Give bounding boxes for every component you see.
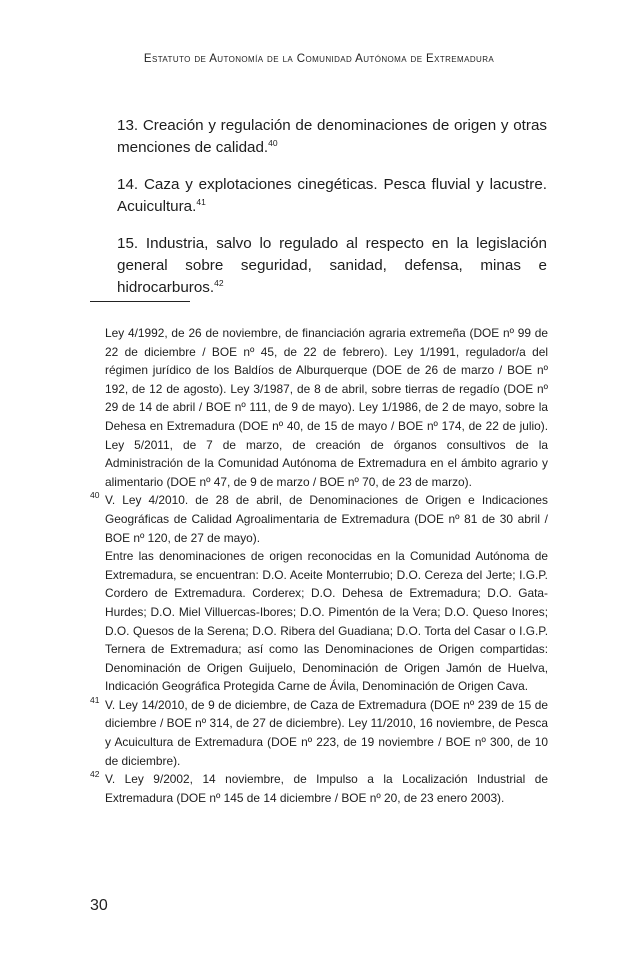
footnote-paragraph: V. Ley 14/2010, de 9 de diciembre, de Caza de Extremadura (DOE nº 239 de 15 de diciembre / BOE nº 314, de 27 de diciembre). Ley 11/2010, 16 noviembre, de Pesca y Acuicultura de Extremadura (DOE nº 223, de 19 noviembre / BOE nº 300, de 10 de diciembre). [105,697,548,768]
footnote-number: 42 [90,769,100,780]
article-items [117,115,547,314]
list-item [117,115,547,159]
footnotes [90,324,548,807]
footnote-40 [90,491,548,696]
footnote-continued [90,324,548,491]
item-text: 13. Creación y regulación de denominaciones de origen y otras menciones de calidad. [117,117,547,156]
footnote-number: 41 [90,694,100,705]
item-text: 15. Industria, salvo lo regulado al respecto en la legislación general sobre seguridad, sanidad, defensa, minas e hidrocarburos. [117,235,547,296]
footnote-paragraph: V. Ley 9/2002, 14 noviembre, de Impulso a la Localización Industrial de Extremadura (DOE nº 145 de 14 diciembre / BOE nº 20, de 23 enero 2003). [105,772,548,805]
footnote-number: 40 [90,490,100,501]
item-text: 14. Caza y explotaciones cinegéticas. Pesca fluvial y lacustre. Acuicultura. [117,176,547,215]
footnote-ref[interactable]: 42 [214,277,224,288]
list-item [117,233,547,299]
footnote-41 [90,696,548,770]
running-header: Estatuto de Autonomía de la Comunidad Autónoma de Extremadura [143,53,495,65]
footnote-ref[interactable]: 40 [268,137,278,148]
footnote-ref[interactable]: 41 [196,196,206,207]
footnote-paragraph: Ley 4/1992, de 26 de noviembre, de financiación agraria extremeña (DOE nº 99 de 22 de diciembre / BOE nº 45, de 22 de febrero). Ley 1/1991, regulador/a del régimen jurídico de los Baldíos de Alburquerque (DOE de 26 de marzo / BOE nº 192, de 12 de agosto). Ley 3/1987, de 8 de abril, sobre tierras de regadío (DOE nº 29 de 14 de abril / BOE nº 111, de 9 de mayo). Ley 1/1986, de 2 de mayo, sobre la Dehesa en Extremadura (DOE nº 40, de 15 de mayo / BOE nº 174, de 22 de julio). Ley 5/2011, de 7 de marzo, de creación de órganos consultivos de la Administración de la Comunidad Autónoma de Extremadura en el ámbito agrario y alimentario (DOE nº 47, de 9 de marzo / BOE nº 70, de 23 de marzo). [105,326,548,489]
footnote-42 [90,770,548,807]
page-number: 30 [90,897,108,914]
list-item [117,174,547,218]
footnote-paragraph: Entre las denominaciones de origen reconocidas en la Comunidad Autónoma de Extremadura, se encuentran: D.O. Aceite Monterrubio; D.O. Cereza del Jerte; I.G.P. Cordero de Extremadura. Corderex; D.O. Dehesa de Extremadura; D.O. Gata-Hurdes; D.O. Miel Villuercas-Ibores; D.O. Pimentón de la Vera; D.O. Queso Inores; D.O. Quesos de la Serena; D.O. Ribera del Guadiana; D.O. Torta del Casar o I.G.P. Ternera de Extremadura; así como las Denominaciones de Origen compartidas: Denominación de Origen Guijuelo, Denominación de Origen Jamón de Huelva, Indicación Geográfica Protegida Carne de Ávila, Denominación de Origen Cava. [105,549,548,694]
footnote-paragraph: V. Ley 4/2010. de 28 de abril, de Denominaciones de Origen e Indicaciones Geográficas de Calidad Agroalimentaria de Extremadura (DOE nº 81 de 30 abril / BOE nº 120, de 27 de mayo). [105,493,548,545]
footnote-separator [90,301,190,302]
